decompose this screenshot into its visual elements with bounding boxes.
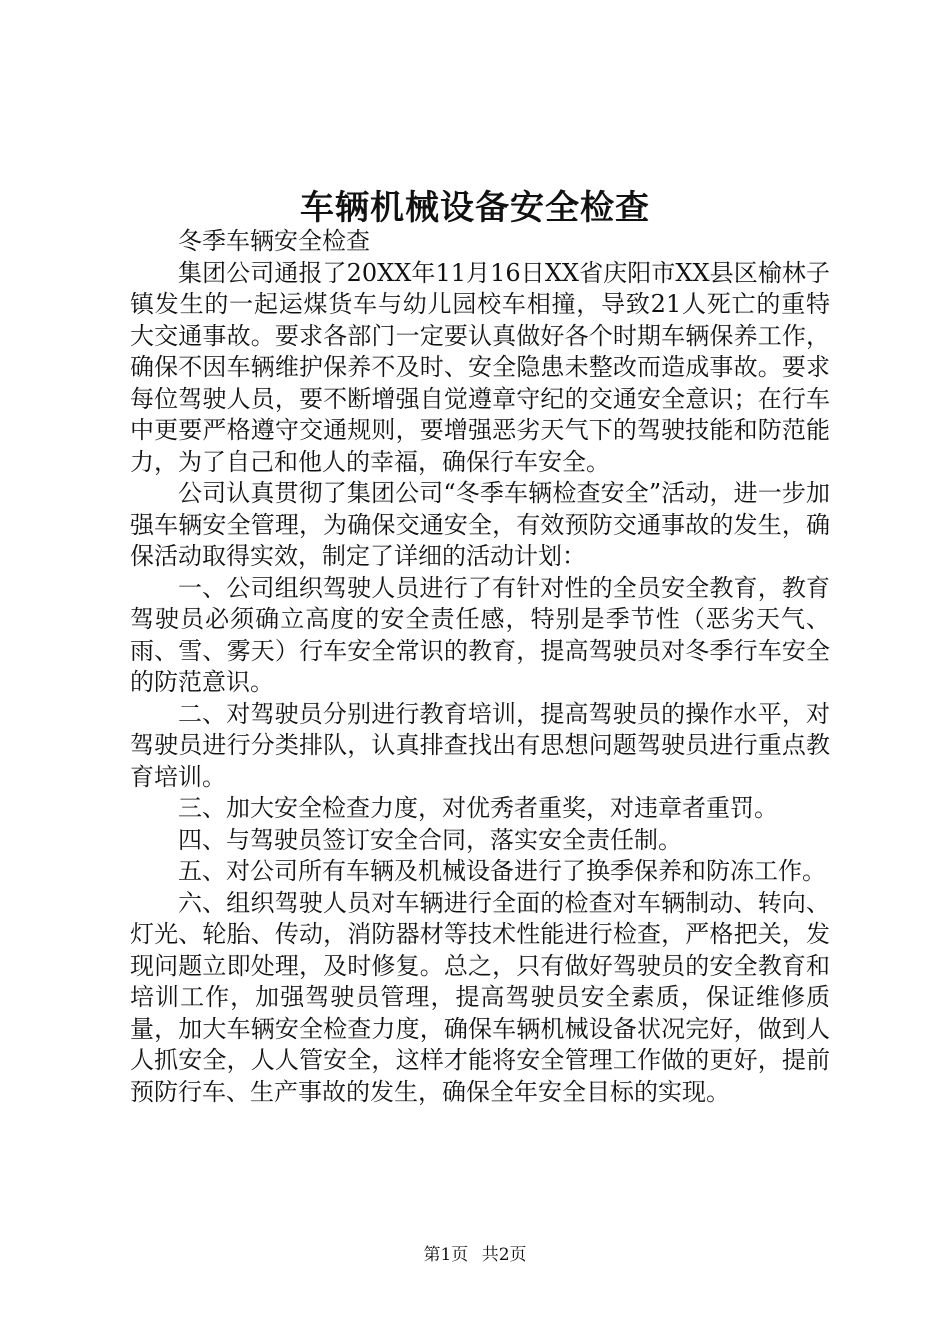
subtitle-paragraph: 冬季车辆安全检查 [178,227,370,255]
page-number: 第1页 [423,1245,469,1265]
list-item-paragraph: 六、组织驾驶人员对车辆进行全面的检查对车辆制动、转向、灯光、轮胎、传动，消防器材等技术性能进行检查，严格把关，发现问题立即处理，及时修复。总之，只有做好驾驶员的安全教育和培训工作，加强驾驶员管理，提高驾驶员安全素质，保证维修质量，加大车辆安全检查力度，确保车辆机械设备状况完好，做到人人抓安全，人人管安全，这样才能将安全管理工作做的更好，提前预防行车、生产事故的发生，确保全年安全目标的实现。 [130,888,830,1106]
document-title: 车辆机械设备安全检查 [300,188,650,228]
document-body [130,226,830,1108]
page-footer [0,1240,950,1265]
list-item-paragraph: 一、公司组织驾驶人员进行了有针对性的全员安全教育，教育驾驶员必须确立高度的安全责任感，特别是季节性（恶劣天气、雨、雪、雾天）行车安全常识的教育，提高驾驶员对冬季行车安全的防范意识。 [130,573,830,696]
body-paragraph: 集团公司通报了20XX年11月16日XX省庆阳市XX县区榆林子镇发生的一起运煤货车与幼儿园校车相撞，导致21人死亡的重特大交通事故。要求各部门一定要认真做好各个时期车辆保养工作，确保不因车辆维护保养不及时、安全隐患未整改而造成事故。要求每位驾驶人员，要不断增强自觉遵章守纪的交通安全意识；在行车中更要严格遵守交通规则，要增强恶劣天气下的驾驶技能和防范能力，为了自己和他人的幸福，确保行车安全。 [130,258,830,476]
list-item-paragraph: 二、对驾驶员分别进行教育培训，提高驾驶员的操作水平，对驾驶员进行分类排队，认真排查找出有思想问题驾驶员进行重点教育培训。 [130,699,830,791]
list-item-paragraph: 五、对公司所有车辆及机械设备进行了换季保养和防冻工作。 [178,857,826,885]
list-item-paragraph: 四、与驾驶员签订安全合同，落实安全责任制。 [178,825,682,854]
list-item-paragraph: 三、加大安全检查力度，对优秀者重奖，对违章者重罚。 [178,794,778,822]
page-total: 共2页 [481,1245,527,1265]
body-paragraph: 公司认真贯彻了集团公司“冬季车辆检查安全”活动，进一步加强车辆安全管理，为确保交通安全，有效预防交通事故的发生，确保活动取得实效，制定了详细的活动计划： [130,479,830,570]
